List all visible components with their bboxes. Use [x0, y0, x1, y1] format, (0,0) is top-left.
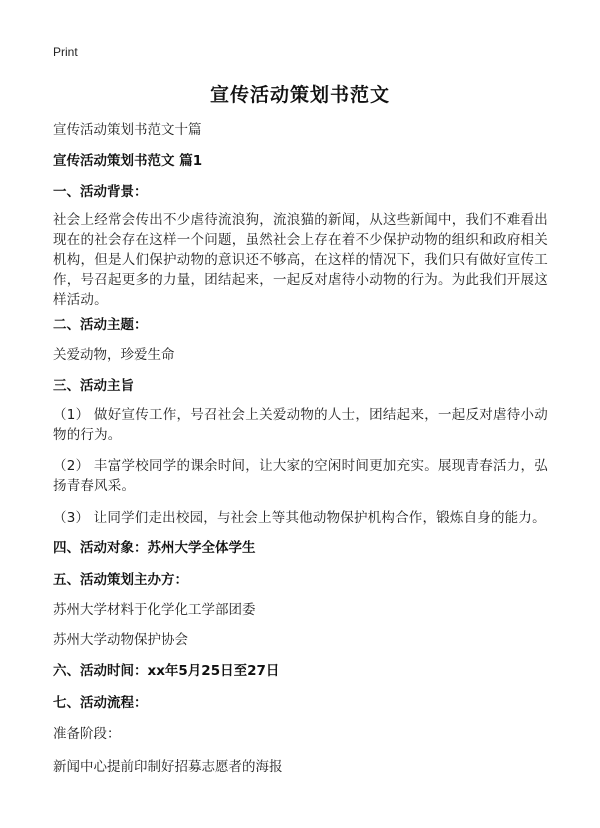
section-heading-time: 六、活动时间：xx年5月25日至27日	[53, 663, 280, 679]
page-title: 宣传活动策划书范文	[209, 84, 390, 106]
organizer-1: 苏州大学材料于化学化工学部团委	[53, 602, 256, 618]
section-heading-process: 七、活动流程：	[53, 695, 148, 711]
purpose-item-3: （3） 让同学们走出校园，与社会上等其他动物保护机构合作，锻炼自身的能力。	[53, 510, 546, 526]
print-label: Print	[53, 45, 78, 59]
organizer-2: 苏州大学动物保护协会	[53, 632, 188, 648]
process-item: 新闻中心提前印制好招募志愿者的海报	[53, 759, 283, 775]
section-heading-target: 四、活动对象：苏州大学全体学生	[53, 540, 256, 556]
purpose-item-1: （1） 做好宣传工作，号召社会上关爱动物的人士，团结起来，一起反对虐待小动物的行为。	[53, 407, 548, 443]
background-paragraph: 社会上经常会传出不少虐待流浪狗，流浪猫的新闻，从这些新闻中，我们不难看出现在的社会存在这样一个问题，虽然社会上存在着不少保护动物的组织和政府相关机构，但是人们保护动物的意识还不够高，在这样的情况下，我们只有做好宣传工作，号召起更多的力量，团结起来，一起反对虐待小动物的行为。为此我们开展这样活动。	[53, 212, 548, 308]
subtitle: 宣传活动策划书范文十篇	[53, 122, 202, 138]
article-heading: 宣传活动策划书范文 篇1	[53, 153, 203, 169]
section-heading-background: 一、活动背景：	[53, 184, 148, 200]
section-heading-theme: 二、活动主题：	[53, 317, 148, 333]
section-heading-organizer: 五、活动策划主办方：	[53, 572, 188, 588]
process-stage: 准备阶段：	[53, 726, 121, 742]
purpose-item-2: （2） 丰富学校同学的课余时间，让大家的空闲时间更加充实。展现青春活力，弘扬青春风采。	[53, 458, 548, 494]
theme-text: 关爱动物，珍爱生命	[53, 347, 175, 363]
section-heading-purpose: 三、活动主旨	[53, 378, 134, 394]
